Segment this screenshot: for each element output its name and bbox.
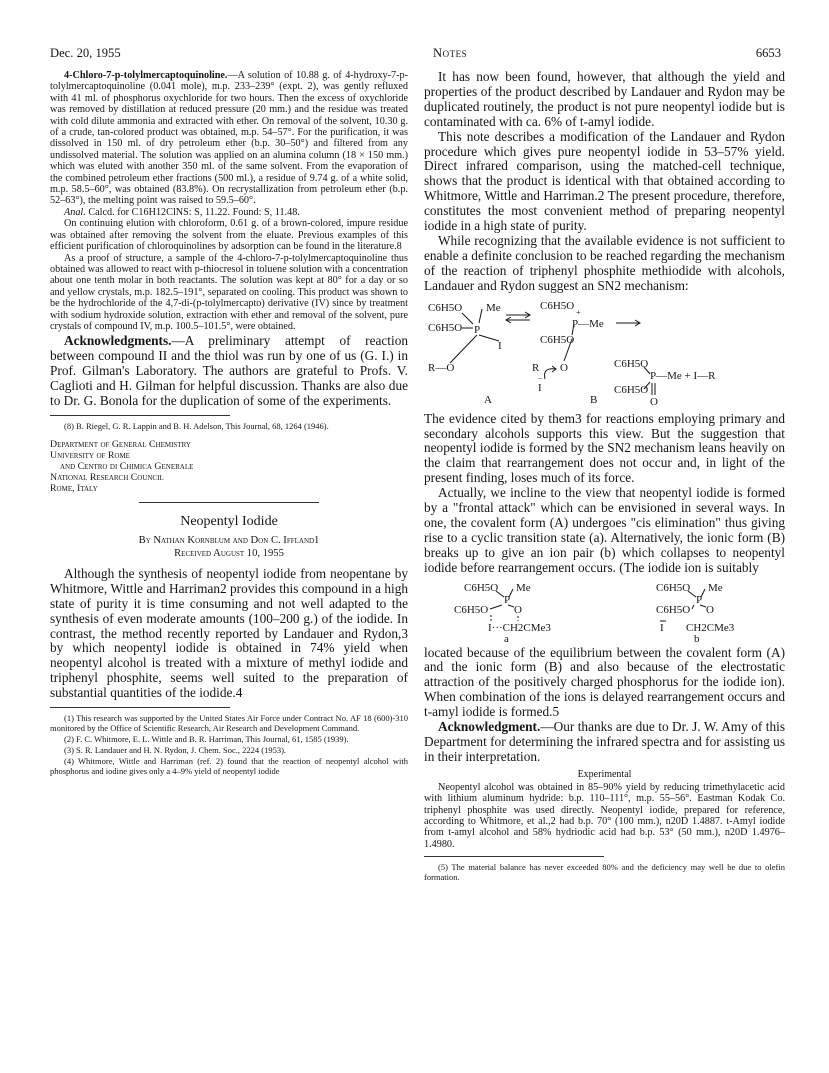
footnote-2: (2) F. C. Whitmore, E. L. Wittle and B. R. Harriman, This Journal, 61, 1585 (1939). [64,734,349,745]
scheme-text: I···CH2CMe3 [488,621,551,634]
scheme-text: I [538,381,542,394]
footnote-rule [50,415,230,416]
intro-paragraph: Although the synthesis of neopentyl iodide from neopentane by Whitmore, Wittle and Harriman2 provides this compound in a high state of purity it is time consuming and not well adapted to the synthesis of even moderate amounts (100–200 g.) of the iodide. In contrast, the method recently reported by Landauer and Rydon,3 by which neopentyl iodide is obtained in 74% yield when neopentyl alcohol is treated with a mixture of methyl iodide and triphenyl phosphite, seems well suited to the preparation of substantial quantities of the iodide.4 [50,565,408,701]
scheme-text: P [504,593,511,606]
elution-paragraph: On continuing elution with chloroform, 0.61 g. of a brown-colored, impure residue was obtained after removing the solvent from the eluate. Previous examples of this efficient purification of chloroquinolines by adsorption can be found in the literature.8 [50,218,408,253]
frontal-attack-paragraph: Actually, we incline to the view that neopentyl iodide is formed by a "frontal attack" which can be envisioned in several ways. In one, the covalent form (A) undergoes "cis elimination" thus giving rise to a cyclic transition state (a). Alternatively, the ionic form (B) breaks up to give an ion pair (b) which collapses to neopentyl iodide before rearrangement occurs. (The iodide ion is suitably [424,485,785,575]
scheme-text: O [514,603,522,616]
scheme-text: C6H5O [540,299,575,312]
acknowledgment-paragraph [424,720,785,765]
scheme-text: I [498,339,502,352]
article-title: Neopentyl Iodide [180,513,278,529]
scheme-text: C6H5O [428,321,463,334]
experimental-text: Neopentyl alcohol was obtained in 85–90% yield by reducing trimethylacetic acid with lithium aluminum hydride: b.p. 110–111°, m.p. 55–56°. Eastman Kodak Co. triphenyl phosphite was used directly. Neopentyl iodide, prepared for reference, according to Whitmore, et al.,2 had b.p. 70° (100 mm.), n20D 1.4887. t-Amyl iodide from t-amyl alcohol and 58% hydriodic acid had b.p. 53° (50 mm.), n20D 1.4976–1.4980. [424,781,785,850]
scheme-text: P—Me + I—R [650,369,716,382]
scheme-text: C6H5O [454,603,489,616]
equilibrium-paragraph: located because of the equilibrium between the covalent form (A) and the ionic form (B) and also because of the electrostatic attraction of the positively charged phosphorus for the iodide ion). When combination of the ions is delayed rearrangement occurs and t-amyl iodide is formed.5 [424,644,785,720]
mechanism-paragraph: While recognizing that the available evidence is not sufficient to enable a definite conclusion to be reached regarding the mechanism of the reaction of triphenyl phosphite methiodide with alcohols, Landauer and Rydon suggest an SN2 mechanism: [424,232,785,293]
affiliation-line: Rome, Italy [50,482,98,494]
scheme-text: R—O [428,361,455,374]
reaction-scheme-sn2 [424,297,785,409]
scheme-text: P—Me [572,317,604,330]
scheme-text: P [696,593,703,606]
header-section: Notes [433,46,468,60]
analysis-paragraph [50,207,408,218]
scheme-text: R [532,361,540,374]
footnote-1: (1) This research was supported by the United States Air Force under Contract No. AF 18 (600)-310 monitored by the Office of Scientific Research, Air Research and Development Command. [50,713,408,734]
header-date: Dec. 20, 1955 [50,46,121,60]
modification-paragraph: This note describes a modification of the Landauer and Rydon procedure which gives pure neopentyl iodide in 53–57% yield. Direct infrared comparison, using the matched-cell technique, shows that the product is identical with that obtained according to Whitmore, Wittle and Harriman.2 The present procedure, therefore, constitutes the most convenient method of preparing neopentyl iodide in a high state of purity. [424,128,785,234]
footnote-rule [50,707,230,708]
affiliation-line: University of Rome [50,449,130,461]
scheme-text: C6H5O [464,581,499,594]
page-number: 6653 [755,46,781,60]
scheme-text: C6H5O [614,357,649,370]
article-divider [139,502,319,503]
scheme-text: C6H5O [656,603,691,616]
compound-heading: 4-Chloro-7-p-tolylmercaptoquinoline. [64,70,228,81]
right-column [424,70,785,883]
footnote-8: (8) B. Riegel, G. R. Lappin and B. H. Adelson, This Journal, 68, 1264 (1946). [64,420,329,431]
footnote-3: (3) S. R. Landauer and H. N. Rydon, J. Chem. Soc., 2224 (1953). [64,745,287,756]
scheme-text: O [706,603,714,616]
scheme-text: + [576,307,581,317]
received-date: Received August 10, 1955 [174,547,284,559]
scheme-label-a: a [504,632,509,643]
scheme-label-a: A [484,393,492,406]
affiliation-line: Department of General Chemistry [50,438,191,450]
scheme-text: C6H5O [656,581,691,594]
scheme-text: C6H5O [540,333,575,346]
reaction-scheme-frontal [424,579,785,643]
scheme-text: Me [708,581,723,594]
acknowledgments-text: —A preliminary attempt of reaction between compound II and the thiol was run by one of us (G. I.) in Prof. Gilman's Laboratory. The authors are grateful to Profs. V. Caglioti and H. Gilman for helpful discussion. Thanks are also due to Dr. G. Bonola for the duplication of some of the experiments. [50,333,408,408]
acknowledgment-text: —Our thanks are due to Dr. J. W. Amy of this Department for determining the infrared spectra and for assisting us in their interpretation. [424,719,785,764]
scheme-text: C6H5O [614,383,649,396]
affiliation-line: and Centro di Chimica Generale [60,460,194,472]
scheme-frontal-svg [424,579,785,643]
acknowledgments-paragraph [50,334,408,409]
scheme-text: O [650,395,658,408]
footnote-5: (5) The material balance has never exceeded 80% and the deficiency may well be due to olefin formation. [424,862,785,883]
byline: By Nathan Kornblum and Don C. Iffland1 [138,534,320,546]
scheme-sn2-svg [424,297,785,409]
scheme-text: O [560,361,568,374]
analysis-text: Calcd. for C16H12ClNS: S, 11.22. Found: S, 11.48. [85,206,300,218]
affiliation-block [50,439,408,494]
scheme-label-b: b [694,632,700,643]
acknowledgments-label: Acknowledgments. [64,333,172,349]
left-column [50,70,408,777]
finding-paragraph: It has now been found, however, that although the yield and properties of the product described by Landauer and Rydon may be duplicated routinely, the product is not pure neopentyl iodide but is contaminated with ca. 6% of t-amyl iodide. [424,69,785,129]
scheme-text: I [660,621,664,634]
scheme-text: Me [486,301,501,314]
scheme-text: C6H5O [428,301,463,314]
scheme-text: Me [516,581,531,594]
experimental-text: —A solution of 10.88 g. of 4-hydroxy-7-p-tolylmercaptoquinoline (0.041 mole), m.p. 233–239° (expt. 2), was gently refluxed with 41 ml. of phosphorus oxychloride for two hours. Then the excess of oxychloride was removed by distillation at reduced pressure (20 mm.) and the residue was treated with cold dilute ammonia and extracted with ether. On removal of the solvent, 10.30 g. of a crude, tan-colored product was obtained, m.p. 54–57°. For the purification, it was dissolved in 150 ml. of dry petroleum ether (b.p. 30–50°) and filtered from any undissolved material. The solution was applied on an alumina column (18 × 150 mm.) which was eluted with another 350 ml. of the same solvent. From the evaporation of the combined petroleum ether fractions (500 ml.), a residue of 9.74 g. of a white solid, m.p. 58.5–60°, was obtained (83.8%). On recrystallization from petroleum ether (b.p. 52–63°), the melting point was raised to 59.5–60°. [50,70,408,207]
acknowledgment-label: Acknowledgment. [438,719,541,735]
scheme-text: − [538,373,543,383]
footnote-4: (4) Whitmore, Wittle and Harriman (ref. 2) found that the reaction of neopentyl alcohol with phosphorus and iodine gives only a 4–9% yield of neopentyl iodide [50,756,408,777]
scheme-label-b: B [590,393,598,406]
analysis-label: Anal. [64,206,86,218]
structure-proof-paragraph: As a proof of structure, a sample of the 4-chloro-7-p-tolylmercaptoquinoline thus obtained was allowed to react with p-thiocresol in toluene solution with a concentration about one tenth molar in both reactants. The solution was kept at 80° for a day or so and yellow crystals, m.p. 182.5–191°, separated on cooling. This product was shown to be the hydrochloride of the 4,7-di-(p-tolylmercapto) derivative (IV) since by treatment with sodium hydroxide solution, extraction with ether and removal of the solvent, pure crystals of compound IV, m.p. 100.5–101.5°, were obtained. [50,252,408,332]
experimental-paragraph [50,70,408,207]
footnote-rule [424,856,604,857]
scheme-text: CH2CMe3 [686,621,735,634]
affiliation-line: National Research Council [50,471,164,483]
experimental-heading: Experimental [577,768,632,780]
evidence-paragraph: The evidence cited by them3 for reactions employing primary and secondary alcohols supports this view. But the suggestion that neopentyl iodide is formed by the SN2 mechanism leans heavily on the claim that rearrangement does not occur and, in light of the present finding, loses much of its force. [424,410,785,486]
scheme-text: P [474,323,481,336]
